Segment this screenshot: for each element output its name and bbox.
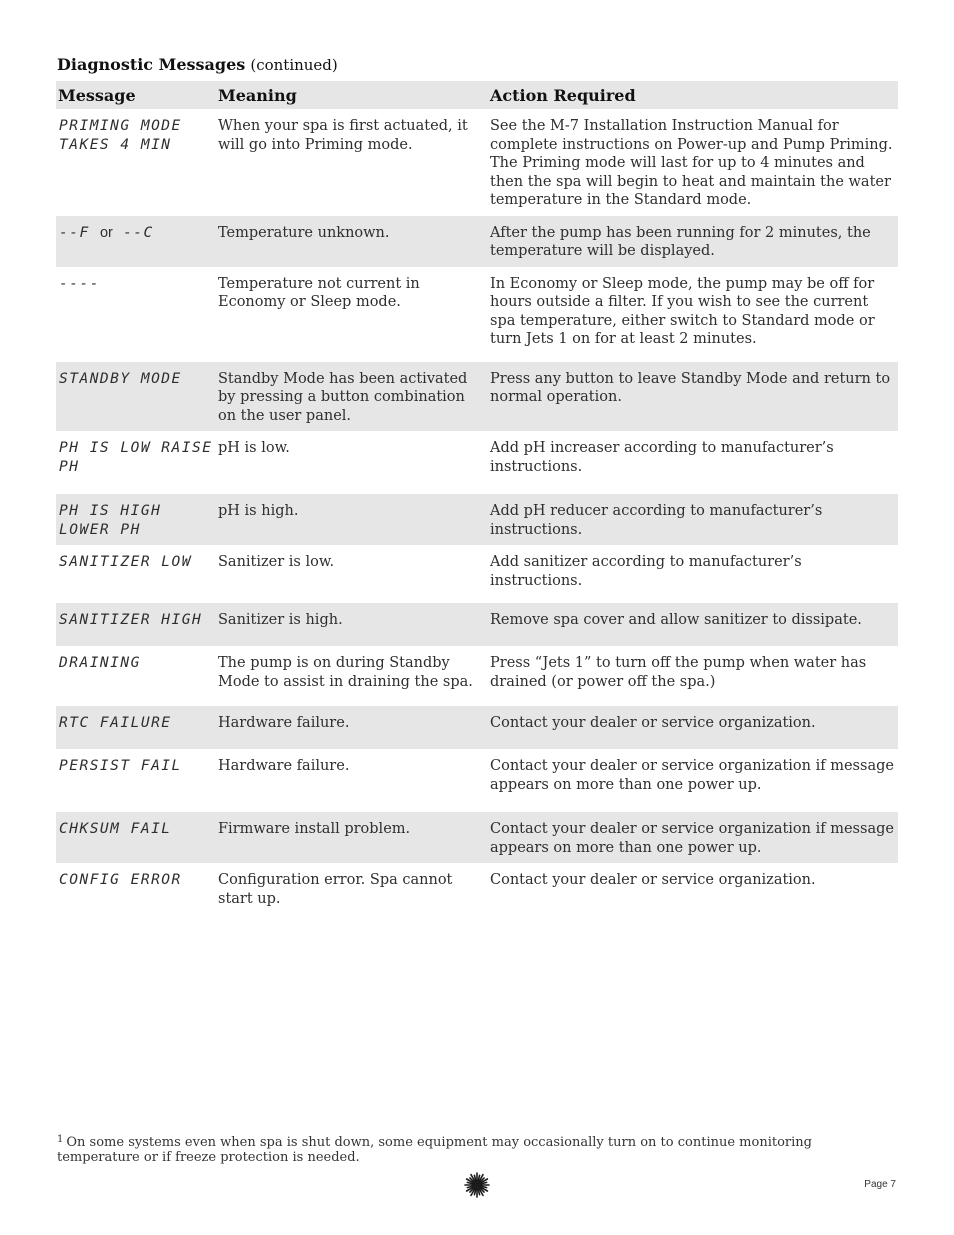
- row-meaning: Standby Mode has been activated by pressing a button combination on the user panel.: [216, 362, 488, 432]
- row-meaning: Hardware failure.: [218, 758, 350, 774]
- header-action: Action Required: [488, 81, 898, 109]
- row-message: [56, 216, 216, 267]
- row-meaning: pH is low.: [218, 440, 290, 456]
- row-meaning: Temperature unknown.: [216, 216, 488, 267]
- row-meaning: Temperature not current in Economy or Sleep mode.: [218, 275, 420, 310]
- row-message: PERSIST FAIL: [59, 758, 182, 774]
- row-action: Press any button to leave Standby Mode and return to normal operation.: [488, 362, 898, 432]
- page-number: Page 7: [864, 1179, 896, 1190]
- row-action: After the pump has been running for 2 minutes, the temperature will be displayed.: [488, 216, 898, 267]
- diagnostic-messages-table: [56, 81, 898, 915]
- row-message: RTC FAILURE: [56, 706, 216, 749]
- row-action: In Economy or Sleep mode, the pump may be off for hours outside a filter. If you wish to see the current spa temperature, either switch to Standard mode or turn Jets 1 on for at least 2 minutes.: [490, 275, 875, 347]
- row-action: Add pH reducer according to manufacturer’s instructions.: [488, 494, 898, 545]
- table-row: [56, 216, 898, 267]
- header-message: Message: [56, 81, 216, 109]
- row-message-celsius: --C: [123, 224, 154, 241]
- footnote-text: On some systems even when spa is shut down, some equipment may occasionally turn on to continue monitoring temperature or if freeze protection is needed.: [57, 1135, 812, 1165]
- row-message: PH IS LOW RAISE PH: [59, 440, 213, 475]
- footnote: [57, 1132, 887, 1165]
- row-action: Contact your dealer or service organization if message appears on more than one power up.: [490, 758, 894, 793]
- row-meaning: Hardware failure.: [216, 706, 488, 749]
- row-action: Contact your dealer or service organization if message appears on more than one power up.: [488, 812, 898, 863]
- row-message: PH IS HIGH LOWER PH: [56, 494, 216, 545]
- row-message-or: or: [99, 224, 113, 241]
- row-meaning: The pump is on during Standby Mode to assist in draining the spa.: [218, 655, 473, 690]
- row-action: See the M-7 Installation Instruction Manual for complete instructions on Power-up and Pump Priming. The Priming mode will last for up to 4 minutes and then the spa will begin to heat and maintain the water temperature in the Standard mode.: [490, 118, 893, 208]
- row-action: Press “Jets 1” to turn off the pump when water has drained (or power off the spa.): [490, 655, 867, 690]
- row-message-fahrenheit: --F: [59, 224, 90, 241]
- row-message: DRAINING: [59, 655, 141, 671]
- table-row: [56, 812, 898, 863]
- row-action: Add sanitizer according to manufacturer’s instructions.: [490, 554, 802, 589]
- table-row: [56, 603, 898, 646]
- table-row: [56, 646, 898, 706]
- footnote-marker: 1: [57, 1134, 64, 1145]
- table-row: [56, 267, 898, 362]
- table-row: [56, 494, 898, 545]
- sunburst-logo-icon: [464, 1172, 490, 1198]
- row-meaning: Sanitizer is high.: [216, 603, 488, 646]
- table-row: [56, 431, 898, 494]
- row-action: Remove spa cover and allow sanitizer to dissipate.: [488, 603, 898, 646]
- row-message: PRIMING MODE TAKES 4 MIN: [59, 118, 182, 153]
- row-meaning: Firmware install problem.: [216, 812, 488, 863]
- row-meaning: pH is high.: [216, 494, 488, 545]
- row-action: Contact your dealer or service organization.: [488, 706, 898, 749]
- row-meaning: When your spa is first actuated, it will go into Priming mode.: [218, 118, 468, 153]
- table-row: [56, 362, 898, 432]
- row-meaning: Configuration error. Spa cannot start up.: [218, 872, 453, 907]
- table-row: [56, 109, 898, 216]
- row-message: CHKSUM FAIL: [56, 812, 216, 863]
- row-message: ----: [59, 275, 100, 292]
- section-subtitle: (continued): [250, 56, 338, 74]
- row-message: SANITIZER LOW: [59, 554, 192, 570]
- section-title: [57, 55, 338, 74]
- table-header-row: [56, 81, 898, 109]
- table-row: [56, 706, 898, 749]
- table-row: [56, 863, 898, 915]
- header-meaning: Meaning: [216, 81, 488, 109]
- section-title-text: Diagnostic Messages: [57, 55, 246, 74]
- row-message: CONFIG ERROR: [59, 872, 182, 888]
- row-meaning: Sanitizer is low.: [218, 554, 335, 570]
- table-row: [56, 749, 898, 812]
- table-row: [56, 545, 898, 603]
- row-message: SANITIZER HIGH: [56, 603, 216, 646]
- row-action: Add pH increaser according to manufacturer’s instructions.: [490, 440, 834, 475]
- row-action: Contact your dealer or service organization.: [490, 872, 816, 888]
- row-message: STANDBY MODE: [56, 362, 216, 432]
